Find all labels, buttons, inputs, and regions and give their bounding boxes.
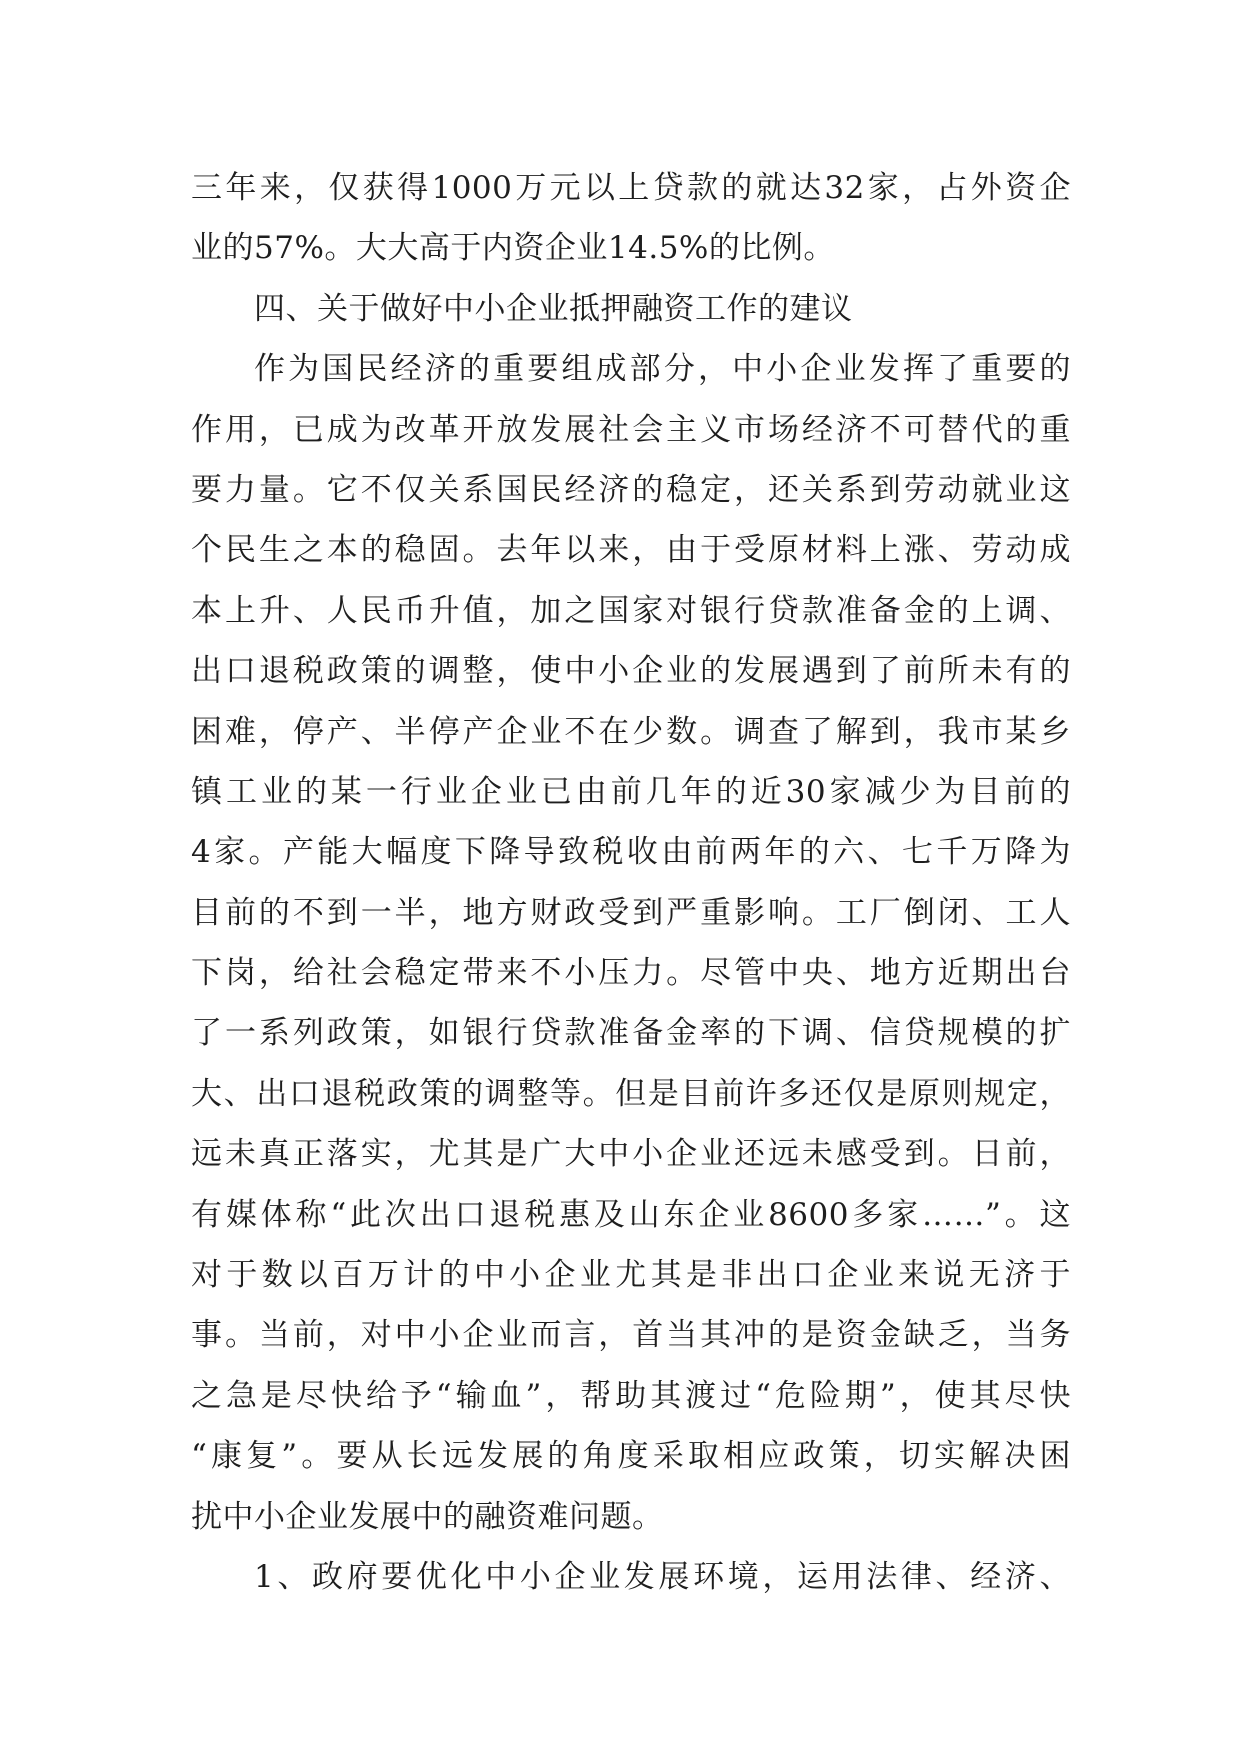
list-item: 1、政府要优化中小企业发展环境，运用法律、经济、	[254, 1558, 1071, 1595]
text-line: 要力量。它不仅关系国民经济的稳定，还关系到劳动就业这	[191, 471, 1071, 508]
text-line: “康复”。要从长远发展的角度采取相应政策，切实解决困	[191, 1438, 1071, 1475]
body-text	[191, 158, 1071, 1607]
text-line: 作为国民经济的重要组成部分，中小企业发挥了重要的	[254, 351, 1071, 388]
text-line: 作用，已成为改革开放发展社会主义市场经济不可替代的重	[191, 411, 1071, 448]
text-line: 本上升、人民币升值，加之国家对银行贷款准备金的上调、	[191, 592, 1071, 629]
text-line: 个民生之本的稳固。去年以来，由于受原材料上涨、劳动成	[191, 532, 1071, 569]
text-line: 业的57%。大大高于内资企业14.5%的比例。	[191, 230, 835, 267]
text-line: 困难，停产、半停产企业不在少数。调查了解到，我市某乡	[191, 713, 1071, 750]
text-line: 扰中小企业发展中的融资难问题。	[191, 1498, 664, 1535]
section-heading: 四、关于做好中小企业抵押融资工作的建议	[254, 290, 853, 327]
text-line: 对于数以百万计的中小企业尤其是非出口企业来说无济于	[191, 1257, 1071, 1294]
text-line: 事。当前，对中小企业而言，首当其冲的是资金缺乏，当务	[191, 1317, 1071, 1354]
text-line: 目前的不到一半，地方财政受到严重影响。工厂倒闭、工人	[191, 894, 1071, 931]
text-line: 之急是尽快给予“输血”，帮助其渡过“危险期”，使其尽快	[191, 1377, 1071, 1414]
text-line: 下岗，给社会稳定带来不小压力。尽管中央、地方近期出台	[191, 955, 1071, 992]
text-line: 镇工业的某一行业企业已由前几年的近30家减少为目前的	[191, 773, 1071, 810]
text-line: 大、出口退税政策的调整等。但是目前许多还仅是原则规定，	[191, 1075, 1071, 1112]
text-line: 出口退税政策的调整，使中小企业的发展遇到了前所未有的	[191, 653, 1071, 690]
text-line: 4家。产能大幅度下降导致税收由前两年的六、七千万降为	[191, 834, 1071, 871]
text-line: 远未真正落实，尤其是广大中小企业还远未感受到。日前，	[191, 1136, 1071, 1173]
text-line: 有媒体称“此次出口退税惠及山东企业8600多家……”。这	[191, 1196, 1071, 1233]
text-line: 了一系列政策，如银行贷款准备金率的下调、信贷规模的扩	[191, 1015, 1071, 1052]
text-line: 三年来，仅获得1000万元以上贷款的就达32家，占外资企	[191, 170, 1071, 206]
